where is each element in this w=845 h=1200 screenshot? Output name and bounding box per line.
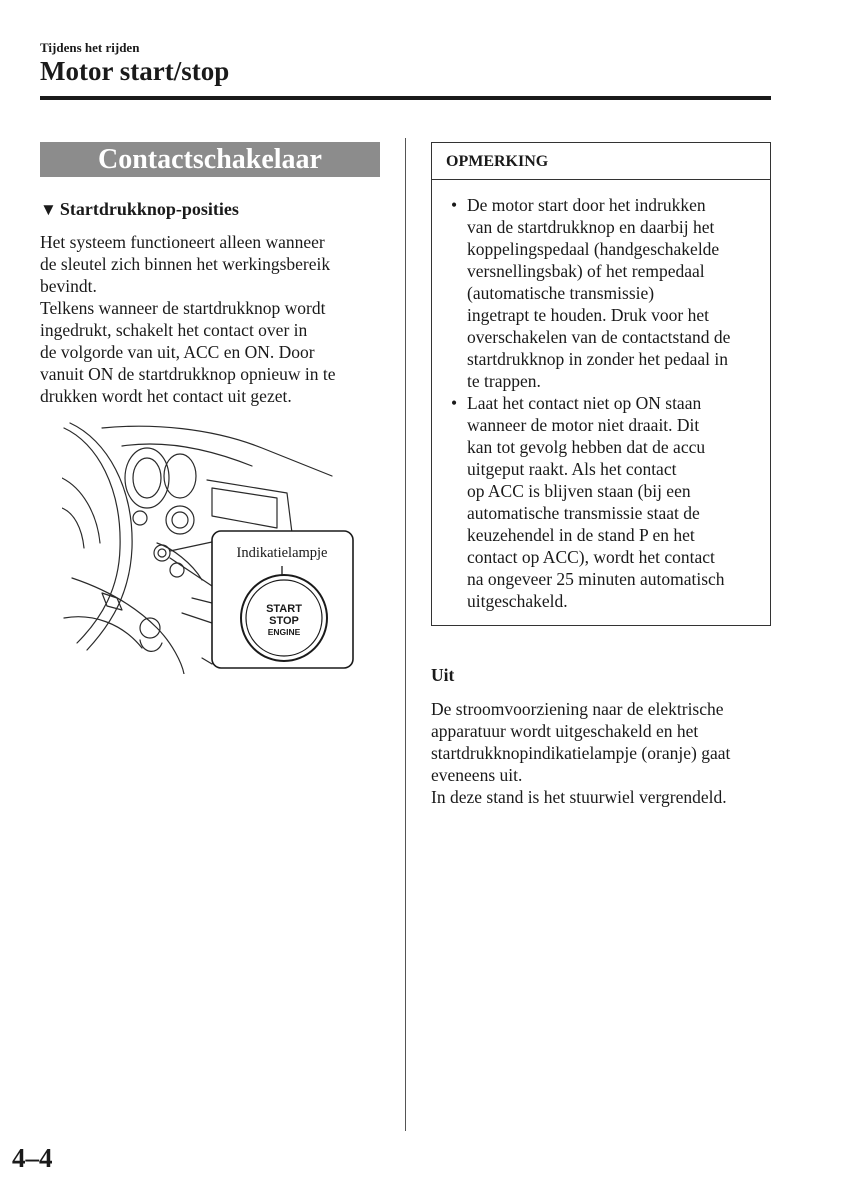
- uit-heading: Uit: [431, 665, 455, 685]
- title-rule: [40, 96, 771, 100]
- body-paragraph: De stroomvoorziening naar de elektrische apparatuur wordt uitgeschakeld en het startdrukknopindikatielampje (oranje) gaat eveneens uit.: [431, 699, 731, 785]
- button-text-engine: ENGINE: [267, 627, 301, 637]
- note-item-text: Laat het contact niet op ON staan wanneer de motor niet draait. Dit kan tot gevolg hebben dat de accu uitgeput raakt. Als het contact op ACC is blijven staan (bij een automatische transmissie staat de keuzehendel in de stand P en het contact op ACC), wordt het contact na ongeveer 25 minuten automatisch uitgeschakeld.: [467, 393, 725, 611]
- note-title: OPMERKING: [432, 143, 770, 180]
- note-item: [432, 392, 770, 612]
- note-item: [432, 194, 770, 392]
- subheading-text: Startdrukknop-posities: [59, 199, 239, 219]
- triangle-marker-icon: ▼: [40, 200, 57, 219]
- gauge: [125, 448, 169, 508]
- bullet-icon: •: [451, 195, 458, 215]
- page-title: Motor start/stop: [40, 56, 230, 86]
- button-text-stop: STOP: [269, 615, 299, 627]
- note-box: [431, 142, 771, 626]
- subheading: [40, 199, 239, 220]
- callout-label: Indikatielampje: [236, 545, 328, 561]
- note-item-text: De motor start door het indrukken van de startdrukknop en daarbij het koppelingspedaal (handgeschakelde versnellingsbak) of het rempedaal (automatische transmissie) ingetrapt te houden. Druk voor het overschakelen van de contactstand de startdrukknop in zonder het pedaal in te trappen.: [467, 195, 731, 391]
- note-list: [432, 180, 770, 612]
- center-screen: [212, 488, 277, 528]
- chapter-label: Tijdens het rijden: [40, 40, 140, 55]
- body-paragraph: Het systeem functioneert alleen wanneer de sleutel zich binnen het werkingsbereik bevindt.: [40, 232, 331, 296]
- section-header: Contactschakelaar: [40, 142, 380, 177]
- body-paragraph: Telkens wanneer de startdrukknop wordt ingedrukt, schakelt het contact over in de volgorde van uit, ACC en ON. Door vanuit ON de startdrukknop opnieuw in te drukken wordt het contact uit gezet.: [40, 298, 336, 406]
- column-divider: [405, 138, 406, 1131]
- steering-wheel-rim: [64, 428, 120, 643]
- page-number: 4–4: [12, 1143, 53, 1173]
- button-text-start: START: [266, 603, 302, 615]
- uit-body: [431, 698, 776, 808]
- dashboard-illustration: [62, 418, 360, 674]
- rotary-dial: [166, 506, 194, 534]
- body-paragraph: In deze stand is het stuurwiel vergrendeld.: [431, 787, 727, 807]
- section-body: [40, 231, 385, 407]
- bullet-icon: •: [451, 393, 458, 413]
